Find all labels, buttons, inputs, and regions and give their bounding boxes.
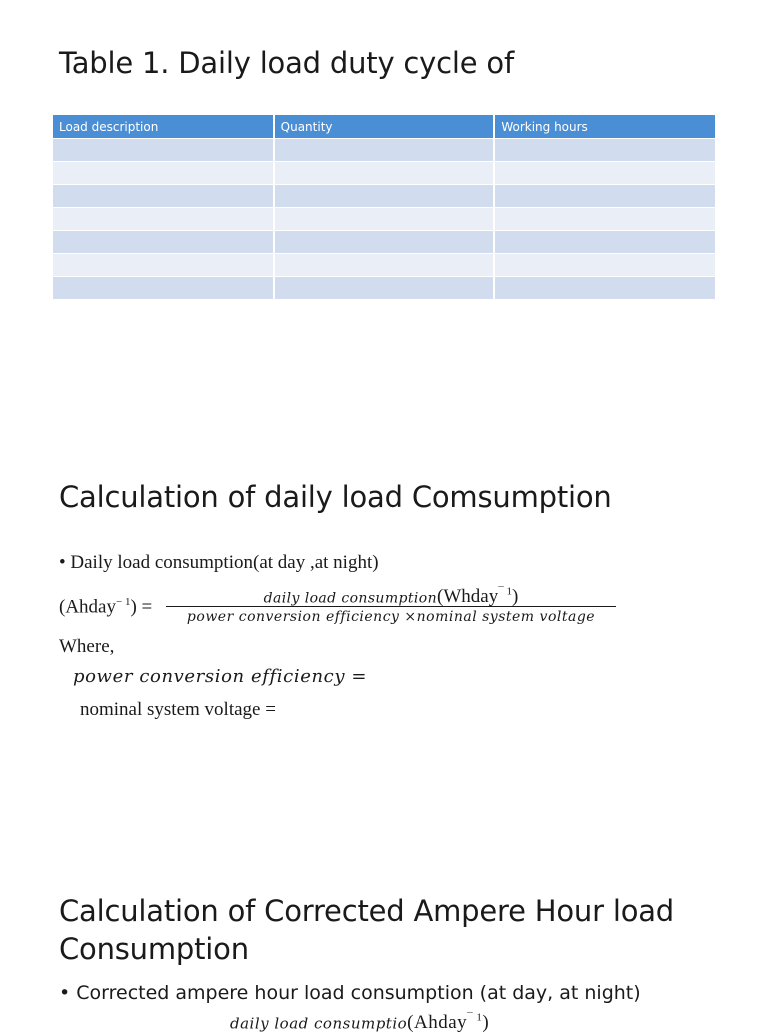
table-cell: [274, 185, 495, 208]
table-row: [53, 162, 715, 185]
slide-daily-load-calculation: [0, 450, 768, 830]
slide-duty-cycle-table: [0, 0, 768, 400]
efficiency-definition: power conversion efficiency =: [73, 666, 368, 687]
voltage-definition: nominal system voltage =: [80, 699, 276, 720]
table-row: [53, 208, 715, 231]
unit-exponent: ¯ 1: [498, 586, 512, 598]
lhs-exponent: − 1: [115, 596, 131, 608]
lhs-tail: ) =: [130, 596, 153, 618]
table-cell: [494, 277, 715, 300]
unit-text: (Ahday: [407, 1012, 468, 1034]
unit-tail: ): [512, 586, 519, 608]
section-title: Calculation of Corrected Ampere Hour load Consumption: [59, 894, 675, 966]
table-cell: [53, 231, 274, 254]
table-cell: [274, 208, 495, 231]
table-cell: [274, 231, 495, 254]
table-cell: [494, 254, 715, 277]
duty-cycle-table: [53, 115, 715, 299]
bullet-text: Corrected ampere hour load consumption (at day, at night): [76, 982, 641, 1004]
table-cell: [53, 254, 274, 277]
table-row: [53, 231, 715, 254]
table-row: [53, 254, 715, 277]
partial-formula: [230, 1012, 489, 1034]
table-cell: [494, 208, 715, 231]
bullet-item: • Corrected ampere hour load consumption (at day, at night): [59, 982, 641, 1004]
numerator-unit: [437, 586, 518, 607]
formula-fraction: [166, 580, 616, 625]
table-row: [53, 139, 715, 162]
formula-denominator: power conversion efficiency ×nominal system voltage: [186, 609, 596, 625]
bullet-item: • Daily load consumption(at day ,at night): [59, 552, 379, 573]
table-cell: [53, 162, 274, 185]
table-cell: [494, 231, 715, 254]
header-working-hours: Working hours: [494, 115, 715, 139]
table-cell: [53, 139, 274, 162]
table-cell: [274, 277, 495, 300]
table-cell: [494, 185, 715, 208]
partial-unit: [407, 1012, 489, 1033]
table-row: [53, 185, 715, 208]
table-title: Table 1. Daily load duty cycle of: [59, 46, 514, 80]
unit-exponent: ¯ 1: [467, 1012, 483, 1024]
table-cell: [274, 139, 495, 162]
table-row: [53, 277, 715, 300]
bullet-text: Daily load consumption(at day ,at night): [70, 552, 379, 573]
table-cell: [274, 254, 495, 277]
table-cell: [53, 277, 274, 300]
table-cell: [494, 162, 715, 185]
table-cell: [53, 185, 274, 208]
where-label: Where,: [59, 636, 115, 657]
partial-text: daily load consumptio: [230, 1014, 408, 1033]
lhs-text: (Ahday: [59, 596, 116, 618]
formula-lhs: [59, 596, 152, 618]
slide-corrected-ah-calculation: [0, 870, 768, 1034]
table-cell: [274, 162, 495, 185]
header-load-description: Load description: [53, 115, 274, 139]
table-header-row: [53, 115, 715, 139]
table-cell: [494, 139, 715, 162]
numerator-text: daily load consumption: [263, 590, 438, 607]
table-cell: [53, 208, 274, 231]
formula-numerator: [166, 580, 616, 608]
unit-text: (Whday: [437, 586, 499, 608]
header-quantity: Quantity: [274, 115, 495, 139]
section-title: Calculation of daily load Comsumption: [59, 480, 612, 514]
unit-tail: ): [482, 1012, 490, 1034]
